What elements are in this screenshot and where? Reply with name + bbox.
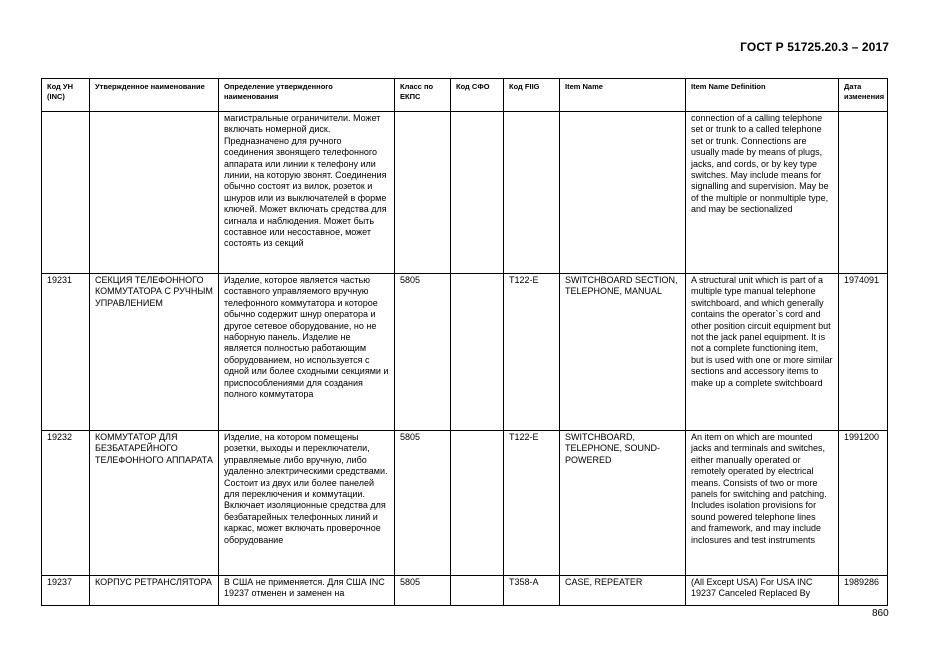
cell-fiig — [504, 112, 560, 274]
column-header-definition: Определение утвержденного наименования — [219, 79, 395, 112]
cell-approved-name: КОРПУС РЕТРАНСЛЯТОРА — [90, 576, 219, 606]
cell-sfo — [451, 576, 504, 606]
cell-inc: 19231 — [42, 274, 90, 431]
cell-approved-name: СЕКЦИЯ ТЕЛЕФОННОГО КОММУТАТОРА С РУЧНЫМ УПРАВЛЕНИЕМ — [90, 274, 219, 431]
column-header-item-name: Item Name — [560, 79, 686, 112]
cell-item-name: SWITCHBOARD SECTION, TELEPHONE, MANUAL — [560, 274, 686, 431]
cell-class — [395, 112, 451, 274]
cell-sfo — [451, 274, 504, 431]
column-header-approved-name: Утвержденное наименование — [90, 79, 219, 112]
column-header-inc: Код УН (INC) — [42, 79, 90, 112]
table-header-row — [42, 79, 888, 112]
cell-date: 1989286 — [839, 576, 888, 606]
cell-date — [839, 112, 888, 274]
cell-item-name: SWITCHBOARD, TELEPHONE, SOUND-POWERED — [560, 431, 686, 576]
cell-item-definition: An item on which are mounted jacks and terminals and switches, either manually operated or remotely operated by electrical means. Consists of two or more panels for switching and patching. Includes isolation provisions for sound powered telephone lines and framework, and may include inclosures and test instruments — [686, 431, 839, 576]
cell-item-definition: connection of a calling telephone set or trunk to a called telephone set or trunk. Connections are usually made by means of plugs, jacks, and cords, or by key type switches. May include means for signalling and supervision. May be of the multiple or nonmultiple type, and may be sectionalized — [686, 112, 839, 274]
cell-item-definition: (All Except USA) For USA INC 19237 Canceled Replaced By — [686, 576, 839, 606]
cell-inc — [42, 112, 90, 274]
cell-inc: 19232 — [42, 431, 90, 576]
cell-sfo — [451, 431, 504, 576]
table-row — [42, 431, 888, 576]
cell-class: 5805 — [395, 431, 451, 576]
table-row — [42, 576, 888, 606]
item-name-table — [41, 78, 888, 606]
cell-inc: 19237 — [42, 576, 90, 606]
cell-item-definition: A structural unit which is part of a multiple type manual telephone switchboard, and which generally contains the operator`s cord and other position circuit equipment but not the jack panel equipment. It is not a complete functioning item, but is used with one or more similar sections and accessory items to make up a complete switchboard — [686, 274, 839, 431]
table-row — [42, 112, 888, 274]
column-header-date: Дата изменения — [839, 79, 888, 112]
cell-definition: Изделие, на котором помещены розетки, выходы и переключатели, управляемые либо вручную, либо удаленно электрическими средствами. Состоит из двух или более панелей для переключения и коммутации. Включает изоляционные средства для безбатарейных телефонных линий и каркас, может включать проверочное оборудование — [219, 431, 395, 576]
cell-definition: В США не применяется. Для США INC 19237 отменен и заменен на — [219, 576, 395, 606]
cell-fiig: T122-E — [504, 274, 560, 431]
cell-approved-name: КОММУТАТОР ДЛЯ БЕЗБАТАРЕЙНОГО ТЕЛЕФОННОГО АППАРАТА — [90, 431, 219, 576]
cell-fiig: T358-A — [504, 576, 560, 606]
cell-sfo — [451, 112, 504, 274]
column-header-item-definition: Item Name Definition — [686, 79, 839, 112]
cell-item-name: CASE, REPEATER — [560, 576, 686, 606]
cell-date: 1991200 — [839, 431, 888, 576]
cell-class: 5805 — [395, 576, 451, 606]
cell-class: 5805 — [395, 274, 451, 431]
column-header-fiig: Код FIIG — [504, 79, 560, 112]
cell-definition: магистральные ограничители. Может включать номерной диск. Предназначено для ручного соединения звонящего телефонного аппарата или линии к телефону или линии, на которую звонят. Соединения обычно состоят из вилок, розеток и шнуров или из выключателей в форме ключей. Может включать средства для сигнала и наблюдения. Может быть составное или несоставное, может состоять из секций — [219, 112, 395, 274]
cell-date: 1974091 — [839, 274, 888, 431]
document-standard-code: ГОСТ Р 51725.20.3 – 2017 — [740, 40, 889, 54]
page-number: 860 — [872, 608, 889, 619]
cell-definition: Изделие, которое является частью составного управляемого вручную телефонного коммутатора и которое обычно содержит шнур оператора и другое сетевое оборудование, но не наборную панель. Изделие не является полностью работающим оборудованием, но используется с одной или более сходными секциями и приспособлениями для создания полного коммутатора — [219, 274, 395, 431]
cell-fiig: T122-E — [504, 431, 560, 576]
cell-item-name — [560, 112, 686, 274]
cell-approved-name — [90, 112, 219, 274]
table-row — [42, 274, 888, 431]
column-header-class: Класс по ЕКПС — [395, 79, 451, 112]
column-header-sfo: Код СФО — [451, 79, 504, 112]
